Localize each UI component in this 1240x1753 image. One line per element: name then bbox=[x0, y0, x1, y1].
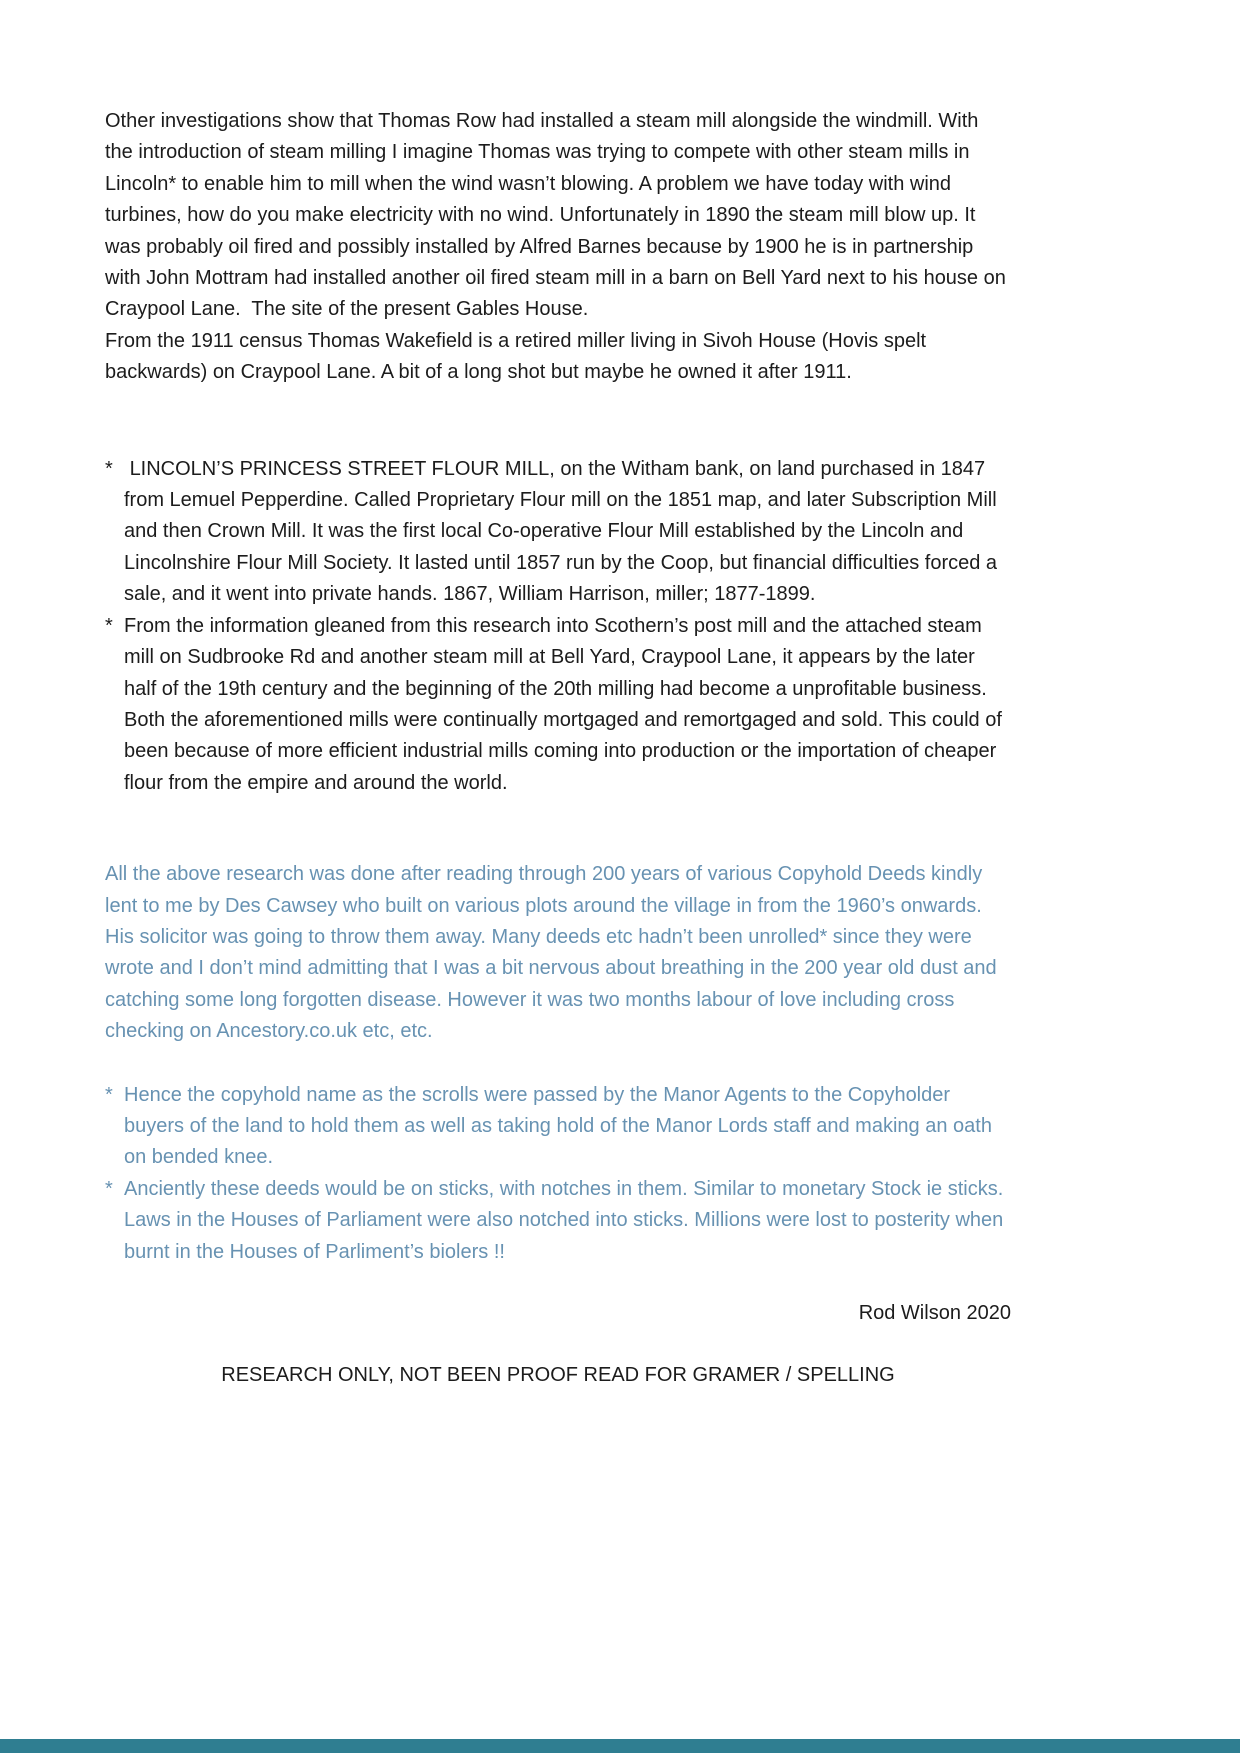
footnote-milling-business bbox=[105, 611, 1011, 799]
disclaimer-note: RESEARCH ONLY, NOT BEEN PROOF READ FOR GRAMER / SPELLING bbox=[221, 1364, 895, 1387]
footnote-copyhold-name bbox=[105, 1080, 1011, 1174]
footnote-text: From the information gleaned from this research into Scothern’s post mill and the attached steam mill on Sudbrooke Rd and another steam mill at Bell Yard, Craypool Lane, it appears by the later half of the 19th century and the beginning of the 20th milling had become a unprofitable business. Both the aforementioned mills were continually mortgaged and remortgaged and sold. This could of been because of more efficient industrial mills coming into production or the importation of cheaper flour from the empire and around the world. bbox=[124, 614, 1008, 794]
asterisk-marker: * bbox=[105, 1083, 113, 1106]
paragraph-1911-census: From the 1911 census Thomas Wakefield is a retired miller living in Sivoh House (Hovis spelt backwards) on Craypool Lane. A bit of a long shot but maybe he owned it after 1911. bbox=[105, 329, 932, 384]
paragraph-copyhold-deeds: All the above research was done after reading through 200 years of various Copyhold Deeds kindly lent to me by Des Cawsey who built on various plots around the village in from the 1960’s onwards. His solicitor was going to throw them away. Many deeds etc hadn’t been unrolled* since they were wrote and I don’t mind admitting that I was a bit nervous about breathing in the 200 year old dust and catching some long forgotten disease. However it was two months labour of love including cross checking on Ancestory.co.uk etc, etc. bbox=[105, 863, 1003, 1043]
asterisk-marker: * bbox=[105, 457, 113, 480]
asterisk-marker: * bbox=[105, 1177, 113, 1200]
page-bottom-bar bbox=[0, 1739, 1240, 1753]
section-spacer bbox=[105, 1048, 1011, 1080]
paragraph-steam-mill-history: Other investigations show that Thomas Row had installed a steam mill alongside the windmill. With the introduction of steam milling I imagine Thomas was trying to compete with other steam mills in Lincoln* to enable him to mill when the wind wasn’t blowing. A problem we have today with wind turbines, how do you make electricity with no wind. Unfortunately in 1890 the steam mill blow up. It was probably oil fired and possibly installed by Alfred Barnes because by 1900 he is in partnership with John Mottram had installed another oil fired steam mill in a barn on Bell Yard next to his house on Craypool Lane. The site of the present Gables House. bbox=[105, 110, 1012, 321]
footnote-text: Anciently these deeds would be on sticks, with notches in them. Similar to monetary Stock ie sticks. Laws in the Houses of Parliament were also notched into sticks. Millions were lost to posterity when burnt in the Houses of Parliment’s biolers !! bbox=[124, 1177, 1015, 1263]
footnote-text: Hence the copyhold name as the scrolls were passed by the Manor Agents to the Copyholder buyers of the land to hold them as well as taking hold of the Manor Lords staff and making an oath on bended knee. bbox=[124, 1083, 998, 1169]
footnote-stick-deeds bbox=[105, 1174, 1015, 1268]
section-spacer bbox=[105, 799, 1011, 859]
footnote-princess-street-mill bbox=[105, 454, 1011, 611]
author-signature: Rod Wilson 2020 bbox=[858, 1302, 1011, 1324]
document-body bbox=[105, 106, 1015, 1392]
section-spacer bbox=[105, 389, 1011, 454]
footnote-text: LINCOLN’S PRINCESS STREET FLOUR MILL, on the Witham bank, on land purchased in 1847 from Lemuel Pepperdine. Called Proprietary Flour mill on the 1851 map, and later Subscription Mill and then Crown Mill. It was the first local Co-operative Flour Mill established by the Lincoln and Lincolnshire Flour Mill Society. It lasted until 1857 run by the Coop, but financial difficulties forced a sale, and it went into private hands. 1867, William Harrison, miller; 1877-1899. bbox=[124, 457, 1003, 606]
asterisk-marker: * bbox=[105, 614, 113, 637]
